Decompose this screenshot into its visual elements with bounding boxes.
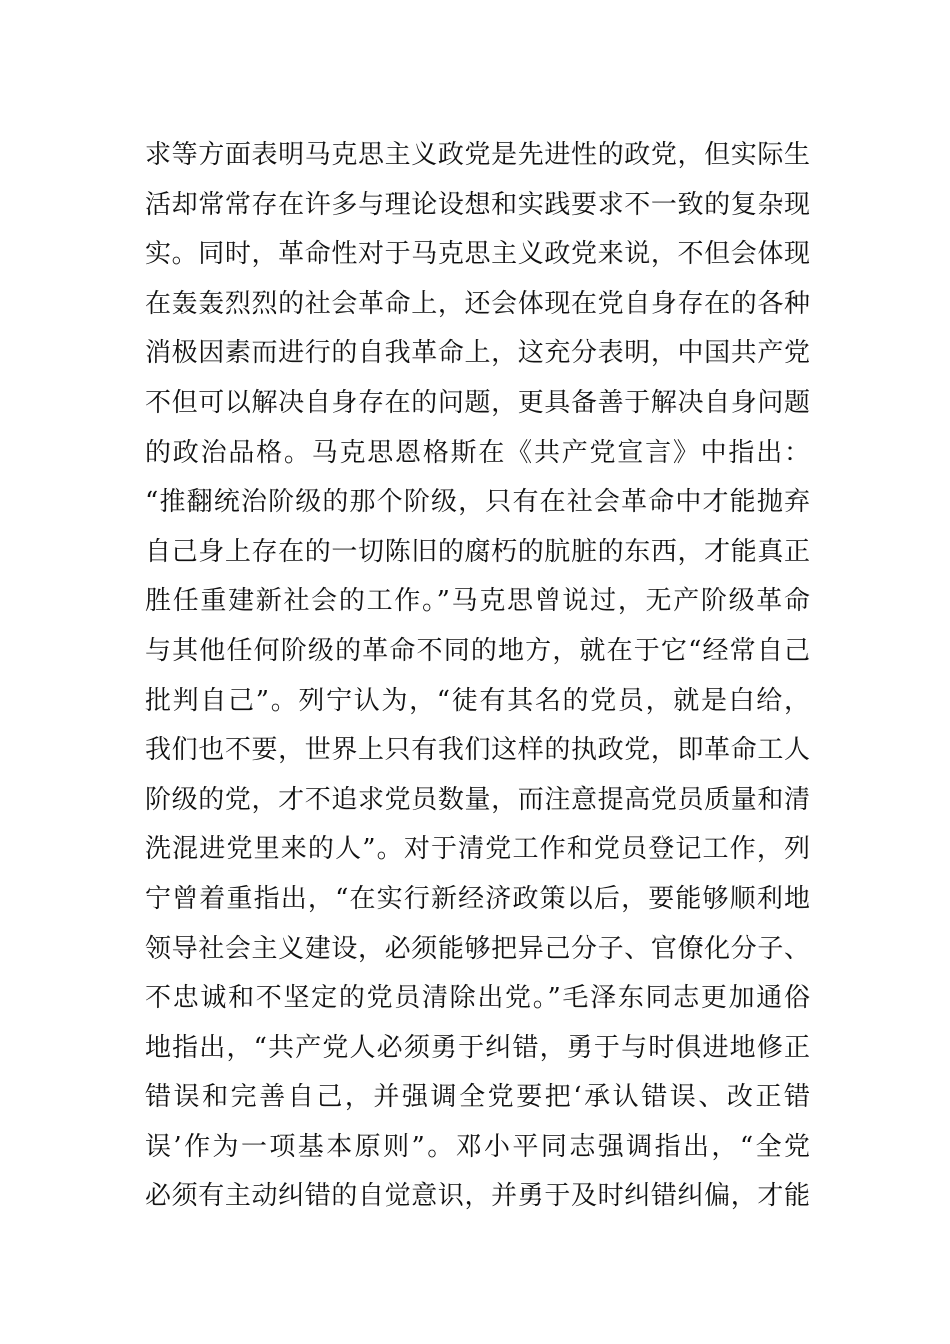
text-line: 地指出，“共产党人必须勇于纠错，勇于与时俱进地修正 xyxy=(145,1032,810,1063)
text-line: 不但可以解决自身存在的问题，更具备善于解决自身问题 xyxy=(145,387,810,418)
text-line: 阶级的党，才不追求党员数量，而注意提高党员质量和清 xyxy=(145,784,810,815)
text-line: 必须有主动纠错的自觉意识，并勇于及时纠错纠偏，才能 xyxy=(145,1181,810,1212)
text-line: 消极因素而进行的自我革命上，这充分表明，中国共产党 xyxy=(145,338,810,369)
text-line: 不忠诚和不坚定的党员清除出党。”毛泽东同志更加通俗 xyxy=(145,983,810,1014)
text-line: 洗混进党里来的人”。对于清党工作和党员登记工作，列 xyxy=(145,834,810,865)
text-line: 批判自己”。列宁认为，“徒有其名的党员，就是白给， xyxy=(145,685,810,716)
text-line: 领导社会主义建设，必须能够把异己分子、官僚化分子、 xyxy=(145,933,810,964)
text-line: 在轰轰烈烈的社会革命上，还会体现在党自身存在的各种 xyxy=(145,288,810,319)
text-line: 错误和完善自己，并强调全党要把‘承认错误、改正错 xyxy=(145,1082,810,1113)
text-line: 宁曾着重指出，“在实行新经济政策以后，要能够顺利地 xyxy=(145,883,810,914)
text-line: 误’作为一项基本原则”。邓小平同志强调指出，“全党 xyxy=(145,1131,810,1162)
text-line: 自己身上存在的一切陈旧的腐朽的肮脏的东西，才能真正 xyxy=(145,536,810,567)
text-line: 求等方面表明马克思主义政党是先进性的政党，但实际生 xyxy=(145,140,810,170)
text-line: 实。同时，革命性对于马克思主义政党来说，不但会体现 xyxy=(145,239,810,270)
text-line: 胜任重建新社会的工作。”马克思曾说过，无产阶级革命 xyxy=(145,586,810,617)
text-line: 的政治品格。马克思恩格斯在《共产党宣言》中指出： xyxy=(145,437,810,468)
text-line: 与其他任何阶级的革命不同的地方，就在于它“经常自己 xyxy=(145,635,810,666)
body-text xyxy=(145,131,810,1222)
text-line: “推翻统治阶级的那个阶级，只有在社会革命中才能抛弃 xyxy=(145,487,810,518)
text-line: 活却常常存在许多与理论设想和实践要求不一致的复杂现 xyxy=(145,189,810,220)
text-line: 我们也不要，世界上只有我们这样的执政党，即革命工人 xyxy=(145,735,810,766)
